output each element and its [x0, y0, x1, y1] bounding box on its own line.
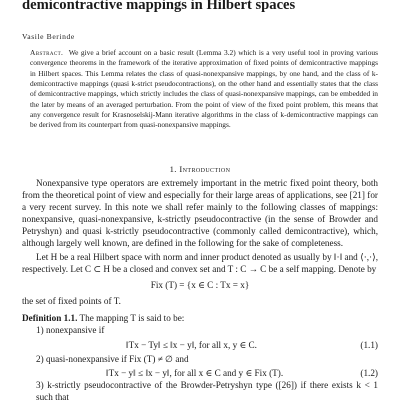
abstract-label: Abstract.: [30, 48, 64, 57]
definition: [22, 313, 378, 325]
intro-paragraph: Nonexpansive type operators are extremely important in the metric fixed point theory, both from the theoretical point of view and especially for their large areas of applications, see [21] for a very recent survey. In this note we shall refer mainly to the following classes of mappings: nonexpansive, quasi-nonexpansive, k-strictly pseudocontractive (in the sense of Browder and Petryshyn) and quasi k-strictly pseudocontractive (commonly called demicontractive), which, although largely well known, are defined in the following for the sake of completeness.: [22, 178, 378, 248]
definition-text: The mapping T is said to be:: [79, 313, 185, 323]
equation-1-1: ‖Tx − Ty‖ ≤ ‖x − y‖, for all x, y ∈ C.: [126, 340, 257, 350]
item-nonexpansive: 1) nonexpansive if: [36, 325, 105, 335]
paper-title: demicontractive mappings in Hilbert spaces: [22, 0, 296, 13]
fix-equation: Fix (T) = {x ∈ C : Tx = x}: [150, 280, 250, 290]
equation-1-2: ‖Tx − y‖ ≤ ‖x − y‖, for all x ∈ C and y ∈ Fix (T).: [106, 368, 284, 378]
definition-label: Definition 1.1.: [22, 313, 78, 323]
section-heading: 1. Introduction: [169, 164, 231, 174]
abstract: [30, 48, 378, 131]
item-strictly-pseudocontractive: 3) k-strictly pseudocontractive of the Browder-Petryshyn type ([26]) if there exists k < 1 such that: [36, 380, 378, 402]
fixset-text: the set of fixed points of T.: [22, 296, 121, 306]
author-name: Vasile Berinde: [22, 32, 75, 41]
item-quasi-nonexpansive: 2) quasi-nonexpansive if Fix (T) ≠ ∅ and: [36, 354, 189, 364]
setup-paragraph: Let H be a real Hilbert space with norm and inner product denoted as usually by ‖·‖ and ⟨·,·⟩, respectively. Let C ⊂ H be a closed and convex set and T : C → C be a self mapping. Denote by: [22, 252, 378, 274]
abstract-text: We give a brief account on a basic result (Lemma 3.2) which is a very useful tool in proving various convergence theorems in the framework of the iterative approximation of fixed points of demicontractive mappings in Hilbert spaces. This Lemma relates the class of quasi-nonexpansive mappings, by one hand, and the class of k-demicontractive mappings (quasi k-strict pseudocontractions), on the other hand and essentially states that the class of demicontractive mappings, which strictly includes the class of quasi-nonexpansive mappings, can be embedded in the later by means of an averaged perturbation. From the point of view of the fixed point problem, this means that any convergence result for Krasnoselskij-Mann iterative algorithms in the class of k-demicontractive mappings can be derived from its counterpart from quasi-nonexpansive mappings.: [30, 48, 378, 130]
equation-number-1-1: (1.1): [360, 340, 378, 350]
equation-number-1-2: (1.2): [360, 368, 378, 378]
